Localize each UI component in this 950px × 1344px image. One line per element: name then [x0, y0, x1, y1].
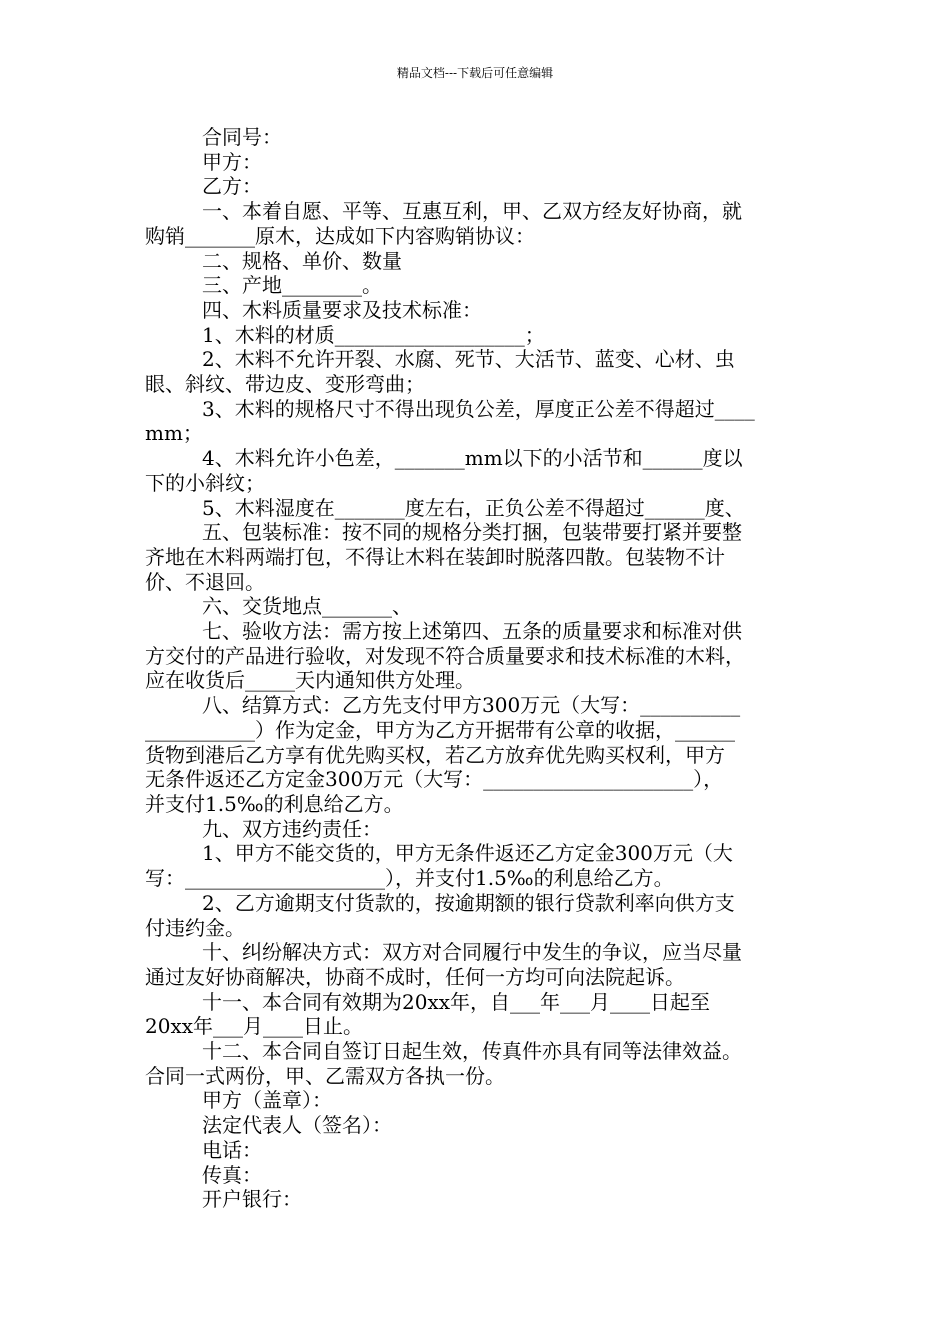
clause-4-item-3-line-1: 3、木料的规格尺寸不得出现负公差，厚度正公差不得超过____: [202, 396, 755, 421]
party-b-line: 乙方：: [202, 174, 262, 199]
party-a-line: 甲方：: [202, 149, 262, 174]
clause-7-line-3: 应在收货后_____天内通知供方处理。: [145, 668, 475, 693]
clause-8-line-4: 无条件返还乙方定金300万元（大写：_____________________），: [145, 767, 724, 792]
clause-2: 二、规格、单价、数量: [202, 248, 402, 273]
clause-7-line-1: 七、验收方法：需方按上述第四、五条的质量要求和标准对供: [202, 619, 742, 644]
signature-legal-representative: 法定代表人（签名）：: [202, 1113, 392, 1138]
signature-fax: 传真：: [202, 1162, 262, 1187]
clause-7-line-2: 方交付的产品进行验收，对发现不符合质量要求和技术标准的木料，: [145, 643, 745, 668]
clause-8-line-3: 货物到港后乙方享有优先购买权，若乙方放弃优先购买权利，甲方: [145, 742, 725, 767]
clause-11-line-2: 20xx年___月____日止。: [145, 1014, 364, 1039]
clause-12-line-1: 十二、本合同自签订日起生效，传真件亦具有同等法律效益。: [202, 1039, 742, 1064]
clause-9-item-2-line-2: 付违约金。: [145, 915, 245, 940]
clause-4-item-4-line-1: 4、木料允许小色差，_______mm以下的小活节和______度以: [202, 446, 743, 471]
signature-phone: 电话：: [202, 1137, 262, 1162]
clause-9-item-1-line-2: 写：____________________），并支付1.5‰的利息给乙方。: [145, 866, 674, 891]
clause-1-line-1: 一、本着自愿、平等、互惠互利，甲、乙双方经友好协商，就: [202, 199, 742, 224]
clause-10-line-1: 十、纠纷解决方式：双方对合同履行中发生的争议，应当尽量: [202, 940, 742, 965]
page-header: 精品文档---下载后可任意编辑: [396, 66, 554, 80]
clause-5-line-2: 齐地在木料两端打包，不得让木料在装卸时脱落四散。包装物不计: [145, 544, 725, 569]
clause-5-line-3: 价、不退回。: [145, 569, 265, 594]
clause-4-item-2-line-1: 2、木料不允许开裂、水腐、死节、大活节、蓝变、心材、虫: [202, 347, 735, 372]
clause-9-item-2-line-1: 2、乙方逾期支付货款的，按逾期额的银行贷款利率向供方支: [202, 890, 735, 915]
clause-8-line-5: 并支付1.5‰的利息给乙方。: [145, 791, 404, 816]
clause-6: 六、交货地点_______、: [202, 594, 412, 619]
clause-5-line-1: 五、包装标准：按不同的规格分类打捆，包装带要打紧并要整: [202, 520, 742, 545]
clause-4-item-5: 5、木料湿度在_______度左右，正负公差不得超过______度、: [202, 495, 745, 520]
clause-4-item-1: 1、木料的材质___________________；: [202, 322, 545, 347]
clause-9-heading: 九、双方违约责任：: [202, 816, 382, 841]
clause-3: 三、产地________。: [202, 273, 382, 298]
contract-body: [145, 125, 810, 1212]
clause-4-heading: 四、木料质量要求及技术标准：: [202, 297, 482, 322]
clause-4-item-4-line-2: 下的小斜纹；: [145, 470, 265, 495]
clause-12-line-2: 合同一式两份，甲、乙需双方各执一份。: [145, 1063, 505, 1088]
clause-1-line-2: 购销_______原木，达成如下内容购销协议：: [145, 223, 535, 248]
signature-bank: 开户银行：: [202, 1187, 302, 1212]
clause-8-line-1: 八、结算方式：乙方先支付甲方300万元（大写：__________: [202, 693, 741, 718]
contract-number-line: 合同号：: [202, 125, 282, 149]
signature-party-a-seal: 甲方（盖章）：: [202, 1088, 332, 1113]
clause-9-item-1-line-1: 1、甲方不能交货的，甲方无条件返还乙方定金300万元（大: [202, 841, 733, 866]
clause-11-line-1: 十一、本合同有效期为20xx年，自___年___月____日起至: [202, 989, 711, 1014]
clause-8-line-2: ___________）作为定金，甲方为乙方开据带有公章的收据，______: [145, 717, 735, 742]
clause-4-item-2-line-2: 眼、斜纹、带边皮、变形弯曲；: [145, 372, 425, 397]
clause-4-item-3-line-2: mm；: [145, 421, 203, 446]
clause-10-line-2: 通过友好协商解决，协商不成时，任何一方均可向法院起诉。: [145, 964, 685, 989]
